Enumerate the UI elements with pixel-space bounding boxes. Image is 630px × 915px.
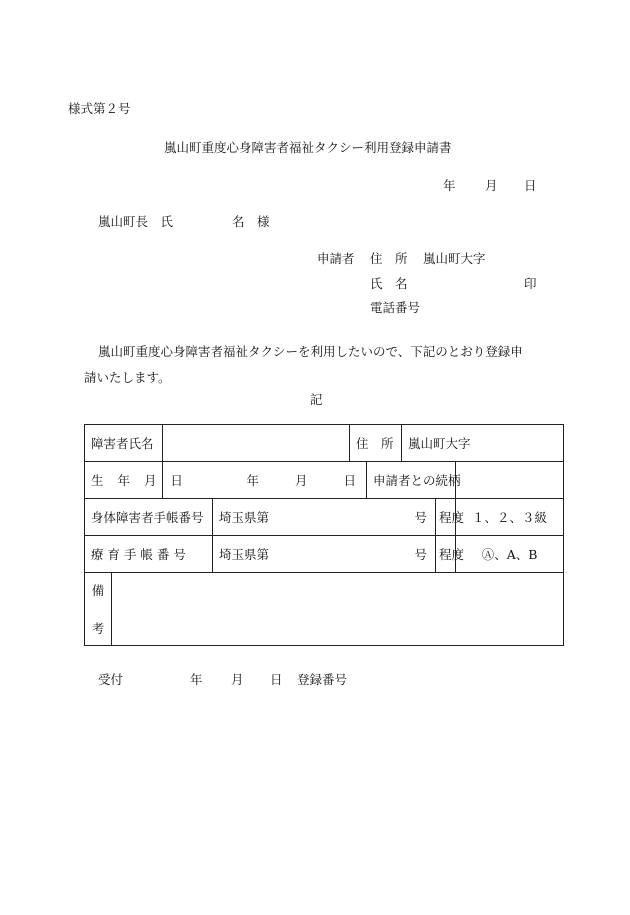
physical-grade-label: 程度 [436, 499, 456, 536]
remarks-label [85, 573, 112, 646]
applicant-label: 申請者 [317, 251, 355, 266]
table-row [85, 499, 564, 536]
date-year-label: 年 [443, 178, 456, 193]
table-row [85, 573, 564, 646]
rehab-handbook-input[interactable] [213, 536, 436, 573]
dob-label: 生 年 月 日 [85, 462, 163, 499]
page-title: 嵐山町重度心身障害者福祉タクシー利用登録申請書 [164, 140, 452, 155]
footer-day-label: 日 [270, 672, 283, 687]
footer-received-label: 受付 [98, 672, 124, 687]
seal-mark: 印 [524, 276, 537, 291]
physical-pref-label: 埼玉県第 [219, 510, 270, 525]
applicant-address-value: 嵐山町大字 [423, 251, 486, 266]
physical-handbook-label: 身体障害者手帳番号 [85, 499, 213, 536]
address-value[interactable]: 嵐山町大字 [402, 425, 564, 462]
relation-input[interactable] [456, 462, 564, 499]
dob-year-label: 年 [246, 473, 259, 488]
body-text-line-1: 嵐山町重度心身障害者福祉タクシーを利用したいので、下記のとおり登録申 [98, 344, 523, 359]
rehab-no-label: 号 [414, 547, 428, 562]
applicant-phone-label: 電話番号 [370, 300, 421, 315]
table-row [85, 536, 564, 573]
remarks-char-2: 考 [91, 621, 105, 636]
date-month-label: 月 [485, 178, 498, 193]
rehab-grade-label: 程度 [436, 536, 456, 573]
rehab-pref-label: 埼玉県第 [219, 547, 270, 562]
applicant-address-label: 住 所 [370, 251, 408, 266]
rehab-handbook-label: 療 育 手 帳 番 号 [85, 536, 213, 573]
footer-year-label: 年 [190, 672, 203, 687]
application-table [84, 424, 564, 646]
disabled-name-label: 障害者氏名 [85, 425, 163, 462]
addressee-suffix: 名 様 [232, 214, 270, 229]
physical-handbook-input[interactable] [213, 499, 436, 536]
date-day-label: 日 [524, 178, 537, 193]
physical-no-label: 号 [414, 510, 428, 525]
footer-registration-label: 登録番号 [297, 672, 348, 687]
physical-grade-options[interactable]: １、２、３級 [456, 499, 564, 536]
body-text-line-2: 請いたします。 [84, 370, 171, 385]
disabled-name-input[interactable] [163, 425, 350, 462]
dob-input[interactable] [163, 462, 367, 499]
record-heading: 記 [310, 392, 323, 407]
address-label: 住 所 [350, 425, 402, 462]
table-row [85, 462, 564, 499]
remarks-input[interactable] [112, 573, 564, 646]
table-row [85, 425, 564, 462]
dob-day-label: 日 [343, 473, 357, 488]
remarks-char-1: 備 [91, 583, 105, 598]
relation-label: 申請者との続柄 [367, 462, 456, 499]
rehab-grade-options[interactable]: Ⓐ、A、B [456, 536, 564, 573]
addressee-name: 嵐山町長 氏 [98, 214, 174, 229]
dob-month-label: 月 [295, 473, 308, 488]
form-number: 様式第２号 [68, 101, 131, 116]
footer-month-label: 月 [231, 672, 244, 687]
applicant-name-label: 氏 名 [370, 276, 408, 291]
